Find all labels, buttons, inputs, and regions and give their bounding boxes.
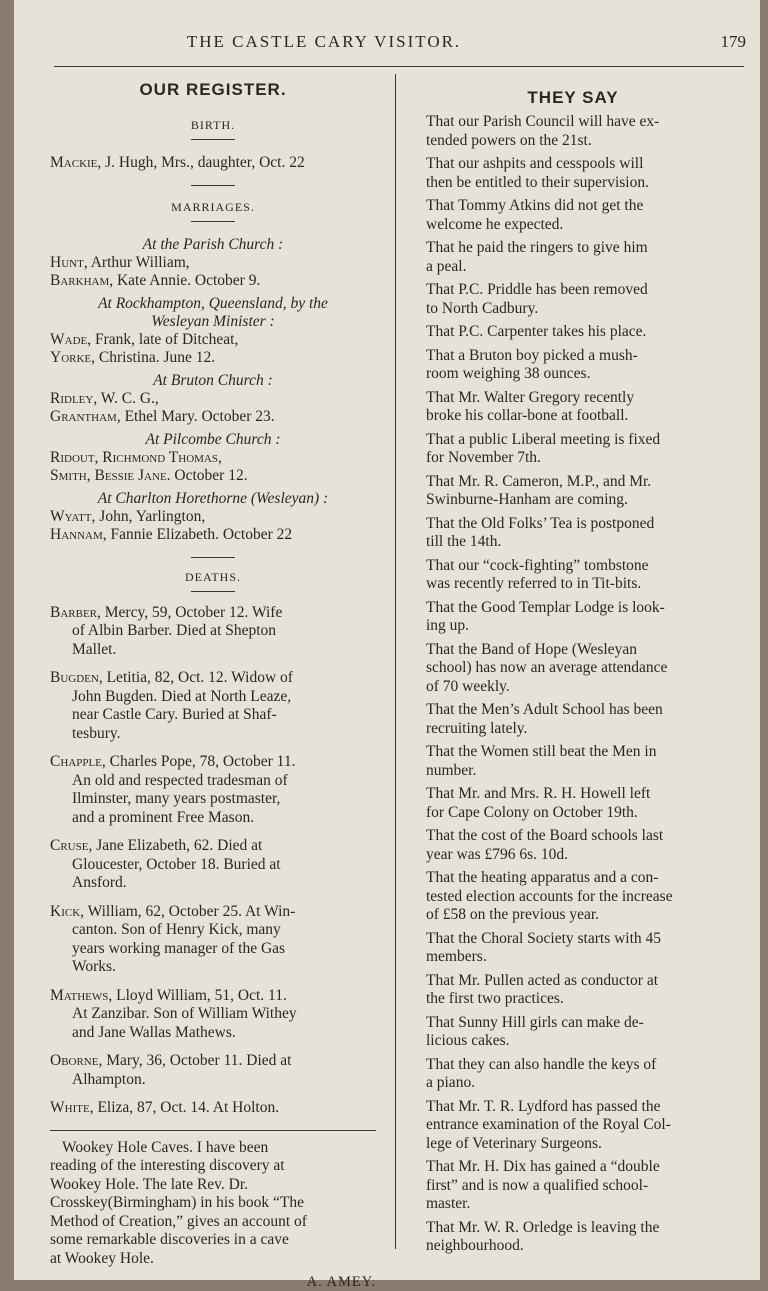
- they-say-line: That Mr. and Mrs. R. H. Howell left: [408, 785, 738, 804]
- they-say-line: That Mr. H. Dix has gained a “double: [408, 1158, 738, 1177]
- death-line: Alhampton.: [50, 1071, 376, 1090]
- they-say-line: a piano.: [408, 1074, 738, 1093]
- note-rule: [50, 1130, 376, 1131]
- death-line: and a prominent Free Mason.: [50, 809, 376, 828]
- note-line: Wookey Hole Caves. I have been: [50, 1139, 376, 1158]
- death-line: Chapple, Charles Pope, 78, October 11.: [50, 753, 376, 772]
- marriage-place: At Rockhampton, Queensland, by the: [50, 295, 376, 313]
- they-say-line: tested election accounts for the increase: [408, 888, 738, 907]
- column-divider: [395, 74, 396, 1249]
- they-say-item: [408, 281, 738, 318]
- marriage-line: Smith, Bessie Jane. October 12.: [50, 467, 376, 486]
- death-line: near Castle Cary. Buried at Shaf-: [50, 706, 376, 725]
- they-say-item: [408, 1219, 738, 1256]
- they-say-line: for November 7th.: [408, 449, 738, 468]
- rule: [191, 591, 235, 592]
- they-say-item: [408, 827, 738, 864]
- they-say-line: ing up.: [408, 617, 738, 636]
- they-say-line: of £58 on the previous year.: [408, 906, 738, 925]
- they-say-line: the first two practices.: [408, 990, 738, 1009]
- they-say-item: [408, 785, 738, 822]
- marriage-line: Ridley, W. C. G.,: [50, 390, 376, 409]
- death-line: Ilminster, many years postmaster,: [50, 790, 376, 809]
- marriage-line: Yorke, Christina. June 12.: [50, 349, 376, 368]
- they-say-line: That they can also handle the keys of: [408, 1056, 738, 1075]
- they-say-line: That Mr. W. R. Orledge is leaving the: [408, 1219, 738, 1238]
- they-say-line: That the Men’s Adult School has been: [408, 701, 738, 720]
- register-title: OUR REGISTER.: [50, 80, 376, 100]
- they-say-item: [408, 323, 738, 342]
- marriages-heading: MARRIAGES.: [50, 200, 376, 215]
- running-head: [14, 30, 760, 58]
- death-entry: [50, 837, 376, 893]
- they-say-line: room weighing 38 ounces.: [408, 365, 738, 384]
- death-entry: [50, 1052, 376, 1089]
- they-say-item: [408, 113, 738, 150]
- they-say-line: to North Cadbury.: [408, 300, 738, 319]
- they-say-item: [408, 641, 738, 697]
- they-say-line: licious cakes.: [408, 1032, 738, 1051]
- death-line: Gloucester, October 18. Buried at: [50, 856, 376, 875]
- marriage-place: At Charlton Horethorne (Wesleyan) :: [50, 490, 376, 508]
- marriage-line: Wade, Frank, late of Ditcheat,: [50, 331, 376, 350]
- they-say-line: lege of Veterinary Surgeons.: [408, 1135, 738, 1154]
- they-say-line: first” and is now a qualified school-: [408, 1177, 738, 1196]
- rule: [191, 221, 235, 222]
- rule: [191, 185, 235, 186]
- they-say-line: broke his collar-bone at football.: [408, 407, 738, 426]
- they-say-line: That P.C. Carpenter takes his place.: [408, 323, 738, 342]
- death-line: An old and respected tradesman of: [50, 772, 376, 791]
- marriage-line: Wyatt, John, Yarlington,: [50, 508, 376, 527]
- they-say-line: That the Women still beat the Men in: [408, 743, 738, 762]
- they-say-item: [408, 1158, 738, 1214]
- death-line: Cruse, Jane Elizabeth, 62. Died at: [50, 837, 376, 856]
- rule: [191, 557, 235, 558]
- death-line: years working manager of the Gas: [50, 940, 376, 959]
- they-say-line: That our “cock-fighting” tombstone: [408, 557, 738, 576]
- they-say-line: That the Good Templar Lodge is look-: [408, 599, 738, 618]
- publication-title: THE CASTLE CARY VISITOR.: [14, 32, 634, 52]
- marriage-place: At Bruton Church :: [50, 372, 376, 390]
- they-say-line: number.: [408, 762, 738, 781]
- they-say-item: [408, 1056, 738, 1093]
- note-signature: A. AMEY.: [50, 1274, 376, 1291]
- note-line: Method of Creation,” gives an account of: [50, 1213, 376, 1232]
- rule: [191, 139, 235, 140]
- marriage-line: Hunt, Arthur William,: [50, 254, 376, 273]
- deaths-list: [50, 604, 376, 1118]
- they-say-item: [408, 239, 738, 276]
- they-say-item: [408, 1014, 738, 1051]
- they-say-line: That Mr. Walter Gregory recently: [408, 389, 738, 408]
- they-say-title: THEY SAY: [408, 88, 738, 108]
- they-say-line: That Mr. Pullen acted as conductor at: [408, 972, 738, 991]
- they-say-column: [408, 74, 738, 1256]
- they-say-line: That Tommy Atkins did not get the: [408, 197, 738, 216]
- they-say-line: That our Parish Council will have ex-: [408, 113, 738, 132]
- birth-heading: BIRTH.: [50, 118, 376, 133]
- death-entry: [50, 987, 376, 1043]
- they-say-item: [408, 557, 738, 594]
- deaths-heading: DEATHS.: [50, 570, 376, 585]
- page-number: 179: [721, 32, 747, 52]
- they-say-line: year was £796 6s. 10d.: [408, 846, 738, 865]
- death-line: Barber, Mercy, 59, October 12. Wife: [50, 604, 376, 623]
- they-say-line: That he paid the ringers to give him: [408, 239, 738, 258]
- they-say-line: then be entitled to their supervision.: [408, 174, 738, 193]
- wookey-hole-note: [50, 1139, 376, 1291]
- death-line: Bugden, Letitia, 82, Oct. 12. Widow of: [50, 669, 376, 688]
- death-entry: [50, 604, 376, 660]
- note-line: at Wookey Hole.: [50, 1250, 376, 1269]
- they-say-item: [408, 197, 738, 234]
- they-say-item: [408, 347, 738, 384]
- magazine-page: [14, 0, 760, 1280]
- they-say-item: [408, 431, 738, 468]
- marriage-line: Barkham, Kate Annie. October 9.: [50, 272, 376, 291]
- they-say-line: for Cape Colony on October 19th.: [408, 804, 738, 823]
- death-line: Oborne, Mary, 36, October 11. Died at: [50, 1052, 376, 1071]
- death-entry: [50, 669, 376, 743]
- they-say-item: [408, 972, 738, 1009]
- they-say-line: That the cost of the Board schools last: [408, 827, 738, 846]
- they-say-item: [408, 599, 738, 636]
- note-line: Wookey Hole. The late Rev. Dr.: [50, 1176, 376, 1195]
- death-entry: [50, 1099, 376, 1118]
- they-say-line: That a Bruton boy picked a mush-: [408, 347, 738, 366]
- they-say-line: That Mr. R. Cameron, M.P., and Mr.: [408, 473, 738, 492]
- they-say-line: That our ashpits and cesspools will: [408, 155, 738, 174]
- they-say-line: tended powers on the 21st.: [408, 132, 738, 151]
- they-say-item: [408, 1098, 738, 1154]
- they-say-line: till the 14th.: [408, 533, 738, 552]
- marriage-line: Grantham, Ethel Mary. October 23.: [50, 408, 376, 427]
- marriage-line: Hannam, Fannie Elizabeth. October 22: [50, 526, 376, 545]
- they-say-line: school) has now an average attendance: [408, 659, 738, 678]
- they-say-line: That the heating apparatus and a con-: [408, 869, 738, 888]
- they-say-line: Swinburne-Hanham are coming.: [408, 491, 738, 510]
- they-say-line: That the Choral Society starts with 45: [408, 930, 738, 949]
- death-entry: [50, 903, 376, 977]
- note-line: Crosskey(Birmingham) in his book “The: [50, 1194, 376, 1213]
- they-say-line: was recently referred to in Tit-bits.: [408, 575, 738, 594]
- note-line: some remarkable discoveries in a cave: [50, 1231, 376, 1250]
- they-say-item: [408, 743, 738, 780]
- marriage-line: Ridout, Richmond Thomas,: [50, 449, 376, 468]
- death-line: White, Eliza, 87, Oct. 14. At Holton.: [50, 1099, 376, 1118]
- header-rule: [54, 66, 744, 67]
- they-say-item: [408, 701, 738, 738]
- death-line: tesbury.: [50, 725, 376, 744]
- they-say-item: [408, 473, 738, 510]
- they-say-item: [408, 155, 738, 192]
- they-say-line: That Mr. T. R. Lydford has passed the: [408, 1098, 738, 1117]
- birth-entry: Mackie, J. Hugh, Mrs., daughter, Oct. 22: [50, 154, 376, 173]
- marriage-place: At Pilcombe Church :: [50, 431, 376, 449]
- they-say-list: [408, 113, 738, 1256]
- they-say-item: [408, 389, 738, 426]
- they-say-item: [408, 515, 738, 552]
- death-line: Works.: [50, 958, 376, 977]
- they-say-line: master.: [408, 1195, 738, 1214]
- they-say-line: recruiting lately.: [408, 720, 738, 739]
- death-entry: [50, 753, 376, 827]
- our-register-column: [50, 74, 376, 1291]
- marriage-place: At the Parish Church :: [50, 236, 376, 254]
- they-say-line: That Sunny Hill girls can make de-: [408, 1014, 738, 1033]
- note-line: reading of the interesting discovery at: [50, 1157, 376, 1176]
- death-line: canton. Son of Henry Kick, many: [50, 921, 376, 940]
- death-line: John Bugden. Died at North Leaze,: [50, 688, 376, 707]
- they-say-line: welcome he expected.: [408, 216, 738, 235]
- they-say-line: of 70 weekly.: [408, 678, 738, 697]
- they-say-item: [408, 930, 738, 967]
- death-line: At Zanzibar. Son of William Withey: [50, 1005, 376, 1024]
- they-say-item: [408, 869, 738, 925]
- death-line: of Albin Barber. Died at Shepton: [50, 622, 376, 641]
- they-say-line: That the Band of Hope (Wesleyan: [408, 641, 738, 660]
- they-say-line: That P.C. Priddle has been removed: [408, 281, 738, 300]
- death-line: Kick, William, 62, October 25. At Win-: [50, 903, 376, 922]
- they-say-line: That a public Liberal meeting is fixed: [408, 431, 738, 450]
- they-say-line: entrance examination of the Royal Col-: [408, 1116, 738, 1135]
- marriage-place: Wesleyan Minister :: [50, 313, 376, 331]
- death-line: Mathews, Lloyd William, 51, Oct. 11.: [50, 987, 376, 1006]
- death-line: and Jane Wallas Mathews.: [50, 1024, 376, 1043]
- they-say-line: That the Old Folks’ Tea is postponed: [408, 515, 738, 534]
- death-line: Ansford.: [50, 874, 376, 893]
- death-line: Mallet.: [50, 641, 376, 660]
- they-say-line: members.: [408, 948, 738, 967]
- they-say-line: neighbourhood.: [408, 1237, 738, 1256]
- they-say-line: a peal.: [408, 258, 738, 277]
